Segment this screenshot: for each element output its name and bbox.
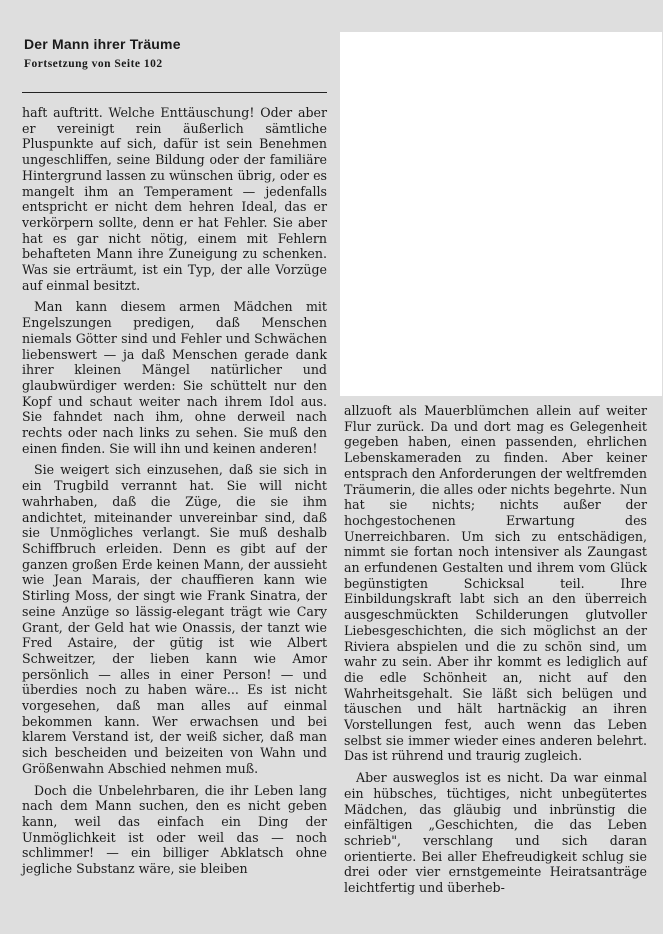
header-divider xyxy=(22,92,327,93)
continuation-note: Fortsetzung von Seite 102 xyxy=(24,58,163,70)
blank-image-area xyxy=(340,32,662,396)
paragraph: haft auftritt. Welche Enttäuschung! Oder aber er vereinigt rein äußerlich sämtliche Pluspunkte auf sich, dafür ist sein Benehmen ungeschliffen, seine Bildung oder der familiäre Hintergrund lassen zu wünschen übrig, oder es mangelt ihm an Temperament — jedenfalls entspricht er nicht dem hehren Ideal, das er verkörpern sollte, denn er hat Fehler. Sie aber hat es gar nicht nötig, einem mit Fehlern behafteten Mann ihre Zuneigung zu schenken. Was sie erträumt, ist ein Typ, der alle Vorzüge auf einmal besitzt. xyxy=(22,105,327,293)
paragraph: allzuoft als Mauerblümchen allein auf weiter Flur zurück. Da und dort mag es Gelegenheit gegeben haben, einen passenden, ehrlichen Lebenskameraden zu finden. Aber keiner entsprach den Anforderungen der weltfremden Träumerin, die alles oder nichts begehrte. Nun hat sie nichts; nichts außer der hochgestochenen Erwartung des Unerreichbaren. Um sich zu entschädigen, nimmt sie fortan noch intensiver als Zaungast an erfundenen Gestalten und ihrem vom Glück begünstigten Schicksal teil. Ihre Einbildungskraft labt sich an den überreich ausgeschmückten Schilderungen glutvoller Liebesgeschichten, die sich möglichst an der Riviera abspielen und die zu schön sind, um wahr zu sein. Aber ihr kommt es lediglich auf die edle Schönheit an, nicht auf den Wahrheitsgehalt. Sie läßt sich belügen und täuschen und hält hartnäckig an ihren Vorstellungen fest, auch wenn das Leben selbst sie immer wieder eines anderen belehrt. Das ist rührend und traurig zugleich. xyxy=(344,403,647,764)
paragraph: Aber ausweglos ist es nicht. Da war einmal ein hübsches, tüchtiges, nicht unbegütertes Mädchen, das gläubig und inbrünstig die einfältigen „Geschichten, die das Leben schrieb", verschlang und sich daran orientierte. Bei aller Ehefreudigkeit schlug sie drei oder vier ernstgemeinte Heiratsanträge leichtfertig und überheb- xyxy=(344,770,647,896)
article-header xyxy=(24,36,324,70)
paragraph: Doch die Unbelehrbaren, die ihr Leben lang nach dem Mann suchen, den es nicht geben kann, weil das einfach ein Ding der Unmöglichkeit ist oder weil das — noch schlimmer! — ein billiger Abklatsch ohne jegliche Substanz wäre, sie bleiben xyxy=(22,782,327,877)
paragraph: Sie weigert sich einzusehen, daß sie sich in ein Trugbild verrannt hat. Sie will nicht wahrhaben, daß die Züge, die sie ihm andichtet, miteinander unvereinbar sind, daß sie Unmögliches verlangt. Sie muß deshalb Schiffbruch erleiden. Denn es gibt auf der ganzen großen Erde keinen Mann, der aussieht wie Jean Marais, der chauffieren kann wie Stirling Moss, der singt wie Frank Sinatra, der seine Anzüge so lässig-elegant trägt wie Cary Grant, der Geld hat wie Onassis, der tanzt wie Fred Astaire, der gütig ist wie Albert Schweitzer, der lieben kann wie Amor persönlich — alles in einer Person! — und überdies noch zu haben wäre... Es ist nicht vorgesehen, daß man alles auf einmal bekommen kann. Wer erwachsen und bei klarem Verstand ist, der weiß sicher, daß man sich bescheiden und beizeiten von Wahn und Größenwahn Abschied nehmen muß. xyxy=(22,462,327,776)
paragraph: Man kann diesem armen Mädchen mit Engelszungen predigen, daß Menschen niemals Götter sind und Fehler und Schwächen liebenswert — ja daß Menschen gerade dank ihrer kleinen Mängel natürlicher und glaubwürdiger werden: Sie schüttelt nur den Kopf und schaut weiter nach ihrem Idol aus. Sie fahndet nach ihm, ohne derweil nach rechts oder nach links zu sehen. Sie muß den einen finden. Sie will ihn und keinen anderen! xyxy=(22,299,327,456)
text-column-left xyxy=(22,105,327,883)
article-title: Der Mann ihrer Träume xyxy=(24,36,181,52)
text-column-right xyxy=(344,403,647,902)
